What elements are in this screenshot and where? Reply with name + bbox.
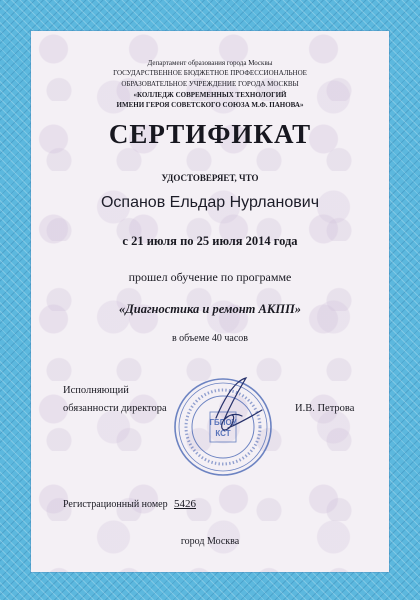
seal-center-line-1: ГБПОУ xyxy=(209,418,237,427)
certifies-text: УДОСТОВЕРЯЕТ, ЧТО xyxy=(161,173,259,183)
seal-center-line-2: КСТ xyxy=(215,429,231,438)
institution-line-4: ИМЕНИ ГЕРОЯ СОВЕТСКОГО СОЮЗА М.Ф. ПАНОВА» xyxy=(116,101,304,109)
position-line-1: Исполняющий xyxy=(63,385,129,396)
recipient-name: Оспанов Ельдар Нурланович xyxy=(100,194,320,211)
program-name: «Диагностика и ремонт АКПП» xyxy=(118,302,302,316)
seal-stamp xyxy=(172,376,274,478)
hours-text: в объеме 40 часов xyxy=(171,333,249,344)
director-name: И.В. Петрова xyxy=(295,403,355,414)
institution-line-1: ГОСУДАРСТВЕННОЕ БЮДЖЕТНОЕ ПРОФЕССИОНАЛЬНОЕ xyxy=(113,69,307,77)
position-line-2: обязанности директора xyxy=(63,403,167,414)
registration-label: Регистрационный номер xyxy=(63,499,168,510)
department-line: Департамент образования города Москвы xyxy=(147,59,273,67)
registration-number: 5426 xyxy=(174,498,196,510)
institution-line-2: ОБРАЗОВАТЕЛЬНОЕ УЧРЕЖДЕНИЕ ГОРОДА МОСКВЫ xyxy=(121,80,299,88)
training-period: с 21 июля по 25 июля 2014 года xyxy=(122,234,298,248)
trained-text: прошел обучение по программе xyxy=(128,270,292,284)
institution-line-3: «КОЛЛЕДЖ СОВРЕМЕННЫХ ТЕХНОЛОГИЙ xyxy=(133,91,287,99)
certificate-title: СЕРТИФИКАТ xyxy=(108,119,312,149)
city-text: город Москва xyxy=(180,536,240,547)
